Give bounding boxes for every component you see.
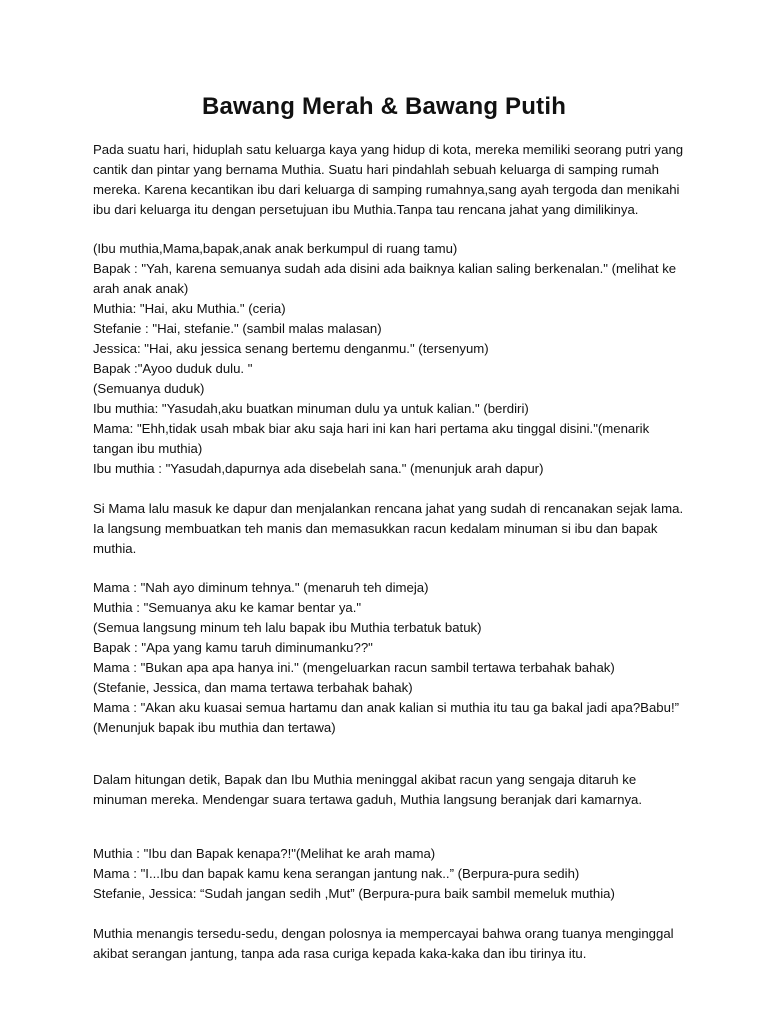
text-line: Dalam hitungan detik, Bapak dan Ibu Muthia meninggal akibat racun yang sengaja ditaruh ke <box>93 772 637 787</box>
dialog-section-2 <box>93 578 693 738</box>
dialog-line: (Semuanya duduk) <box>93 381 205 396</box>
text-line: akibat serangan jantung, tanpa ada rasa curiga kepada kaka-kaka dan ibu tirinya itu. <box>93 946 587 961</box>
dialog-line: Mama : "I...Ibu dan bapak kamu kena serangan jantung nak..” (Berpura-pura sedih) <box>93 866 580 881</box>
text-line: Muthia menangis tersedu-sedu, dengan polosnya ia mempercayai bahwa orang tuanya menginggal <box>93 926 674 941</box>
text-line: Pada suatu hari, hiduplah satu keluarga kaya yang hidup di kota, mereka memiliki seorang putri yang <box>93 142 684 157</box>
dialog-line: Muthia: "Hai, aku Muthia." (ceria) <box>93 301 286 316</box>
text-line: Ia langsung membuatkan teh manis dan memasukkan racun kedalam minuman si ibu dan bapak <box>93 521 658 536</box>
dialog-line: Mama: "Ehh,tidak usah mbak biar aku saja hari ini kan hari pertama aku tinggal disini."(menarik <box>93 421 650 436</box>
document-title: Bawang Merah & Bawang Putih <box>201 93 567 120</box>
dialog-line: Bapak : "Apa yang kamu taruh diminumanku??" <box>93 640 373 655</box>
dialog-line: Stefanie, Jessica: “Sudah jangan sedih ,Mut” (Berpura-pura baik sambil memeluk muthia) <box>93 886 615 901</box>
dialog-line: tangan ibu muthia) <box>93 441 203 456</box>
text-line: Si Mama lalu masuk ke dapur dan menjalankan rencana jahat yang sudah di rencanakan sejak lama. <box>93 501 684 516</box>
dialog-line: Mama : "Bukan apa apa hanya ini." (mengeluarkan racun sambil tertawa terbahak bahak) <box>93 660 615 675</box>
text-line: muthia. <box>93 541 137 556</box>
dialog-line: Muthia : "Ibu dan Bapak kenapa?!"(Melihat ke arah mama) <box>93 846 436 861</box>
text-line: ibu dari keluarga itu dengan persetujuan ibu Muthia.Tanpa tau rencana jahat yang dimilikinya. <box>93 202 639 217</box>
intro-paragraph <box>93 140 693 220</box>
dialog-line: Stefanie : "Hai, stefanie." (sambil malas malasan) <box>93 321 382 336</box>
dialog-line: arah anak anak) <box>93 281 189 296</box>
dialog-line: Ibu muthia: "Yasudah,aku buatkan minuman dulu ya untuk kalian." (berdiri) <box>93 401 529 416</box>
dialog-line: Mama : "Akan aku kuasai semua hartamu dan anak kalian si muthia itu tau ga bakal jadi apa?Babu!” <box>93 700 680 715</box>
dialog-line: Mama : "Nah ayo diminum tehnya." (menaruh teh dimeja) <box>93 580 429 595</box>
dialog-section-1 <box>93 239 693 479</box>
dialog-section-3 <box>93 844 693 904</box>
text-line: mereka. Karena kecantikan ibu dari keluarga di samping rumahnya,sang ayah tergoda dan menikahi <box>93 182 680 197</box>
dialog-line: Ibu muthia : "Yasudah,dapurnya ada disebelah sana." (menunjuk arah dapur) <box>93 461 544 476</box>
dialog-line: Muthia : "Semuanya aku ke kamar bentar ya." <box>93 600 362 615</box>
dialog-line: Bapak :"Ayoo duduk dulu. " <box>93 361 253 376</box>
dialog-line: (Stefanie, Jessica, dan mama tertawa terbahak bahak) <box>93 680 413 695</box>
dialog-line: Bapak : "Yah, karena semuanya sudah ada disini ada baiknya kalian saling berkenalan." (melihat ke <box>93 261 677 276</box>
dialog-line: Jessica: "Hai, aku jessica senang bertemu denganmu." (tersenyum) <box>93 341 489 356</box>
narration-paragraph-3 <box>93 924 693 964</box>
text-line: cantik dan pintar yang bernama Muthia. Suatu hari pindahlah sebuah keluarga di samping rumah <box>93 162 659 177</box>
dialog-line: (Ibu muthia,Mama,bapak,anak anak berkumpul di ruang tamu) <box>93 241 458 256</box>
narration-paragraph-1 <box>93 499 693 559</box>
narration-paragraph-2 <box>93 770 693 810</box>
text-line: minuman mereka. Mendengar suara tertawa gaduh, Muthia langsung beranjak dari kamarnya. <box>93 792 643 807</box>
dialog-line: (Semua langsung minum teh lalu bapak ibu Muthia terbatuk batuk) <box>93 620 482 635</box>
dialog-line: (Menunjuk bapak ibu muthia dan tertawa) <box>93 720 336 735</box>
